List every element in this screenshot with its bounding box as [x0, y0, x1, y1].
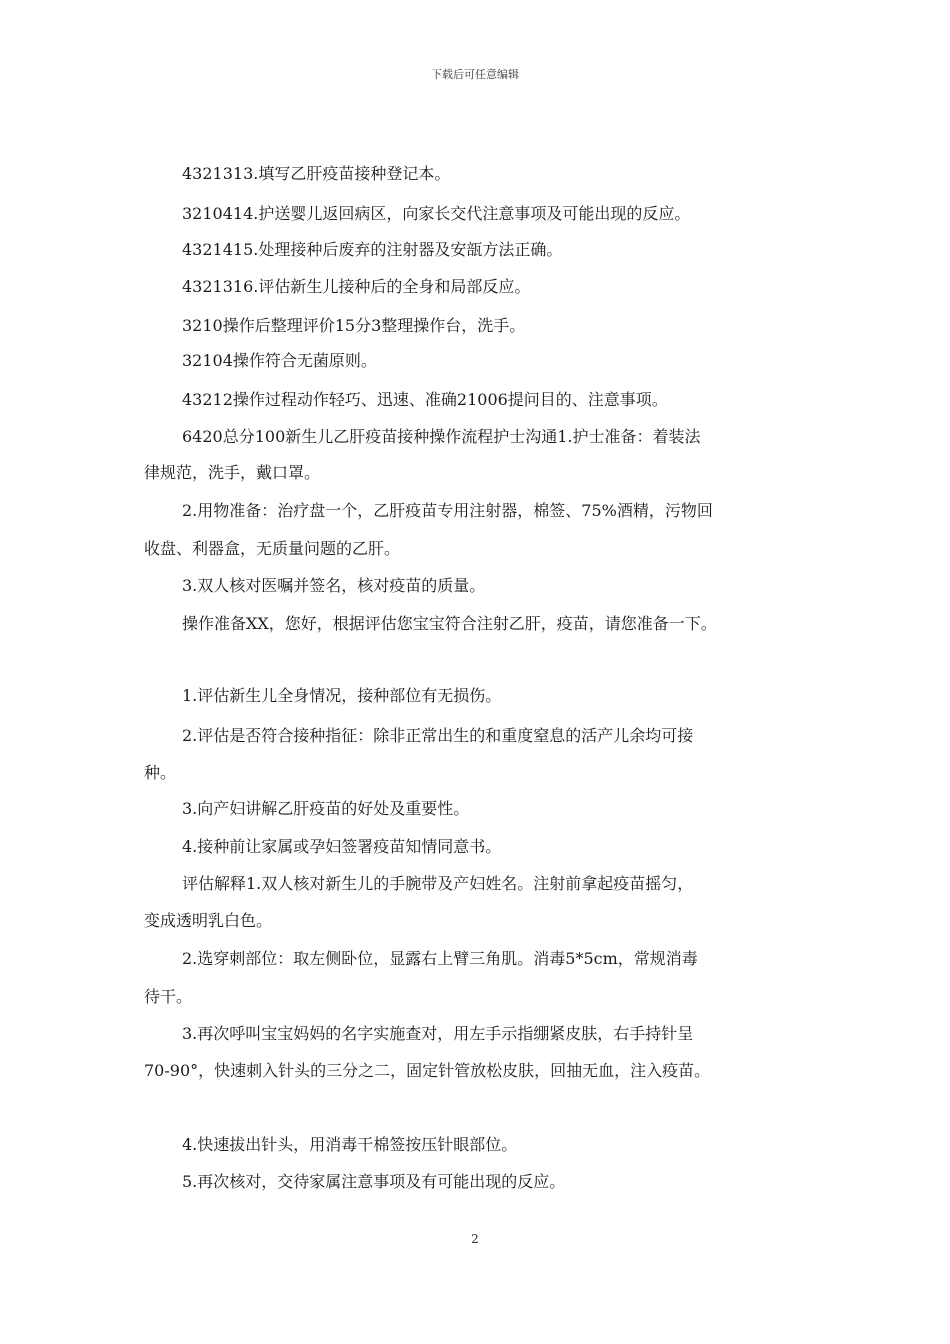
text-line: 4321415.处理接种后废弃的注射器及安瓿方法正确。 [182, 240, 563, 259]
text-line: 4.接种前让家属或孕妇签署疫苗知情同意书。 [182, 837, 502, 856]
text-line: 3210414.护送婴儿返回病区，向家长交代注意事项及可能出现的反应。 [182, 204, 691, 223]
text-line: 待干。 [144, 987, 193, 1006]
text-line: 5.再次核对，交待家属注意事项及有可能出现的反应。 [182, 1172, 566, 1191]
text-line: 种。 [144, 763, 177, 782]
text-line: 70-90°，快速刺入针头的三分之二，固定针管放松皮肤，回抽无血，注入疫苗。 [144, 1061, 711, 1080]
text-line: 收盘、利器盒，无质量问题的乙肝。 [144, 539, 401, 558]
text-line: 1.评估新生儿全身情况，接种部位有无损伤。 [182, 686, 502, 705]
text-line: 3.再次呼叫宝宝妈妈的名字实施查对，用左手示指绷紧皮肤，右手持针呈 [182, 1024, 694, 1043]
page-header: 下载后可任意编辑 [431, 68, 519, 81]
text-line: 32104操作符合无菌原则。 [182, 351, 377, 370]
text-line: 4.快速拔出针头，用消毒干棉签按压针眼部位。 [182, 1135, 518, 1154]
text-line: 操作准备XX，您好，根据评估您宝宝符合注射乙肝，疫苗，请您准备一下。 [182, 614, 717, 633]
page-number: 2 [471, 1232, 479, 1246]
text-line: 变成透明乳白色。 [144, 911, 273, 930]
text-line: 2.评估是否符合接种指征：除非正常出生的和重度窒息的活产儿余均可接 [182, 726, 694, 745]
text-line: 43212操作过程动作轻巧、迅速、准确21006提问目的、注意事项。 [182, 390, 668, 409]
text-line: 3.双人核对医嘱并签名，核对疫苗的质量。 [182, 576, 486, 595]
text-line: 4321316.评估新生儿接种后的全身和局部反应。 [182, 277, 531, 296]
text-line: 评估解释1.双人核对新生儿的手腕带及产妇姓名。注射前拿起疫苗摇匀， [182, 874, 694, 893]
text-line: 3.向产妇讲解乙肝疫苗的好处及重要性。 [182, 799, 470, 818]
text-line: 6420总分100新生儿乙肝疫苗接种操作流程护士沟通1.护士准备：着装法 [182, 427, 701, 446]
text-line: 3210操作后整理评价15分3整理操作台，洗手。 [182, 316, 526, 335]
text-line: 律规范，洗手，戴口罩。 [144, 463, 321, 482]
text-line: 2.用物准备：治疗盘一个，乙肝疫苗专用注射器，棉签、75%酒精，污物回 [182, 501, 713, 520]
text-line: 4321313.填写乙肝疫苗接种登记本。 [182, 164, 451, 183]
text-line: 2.选穿刺部位：取左侧卧位，显露右上臂三角肌。消毒5*5cm，常规消毒 [182, 949, 698, 968]
